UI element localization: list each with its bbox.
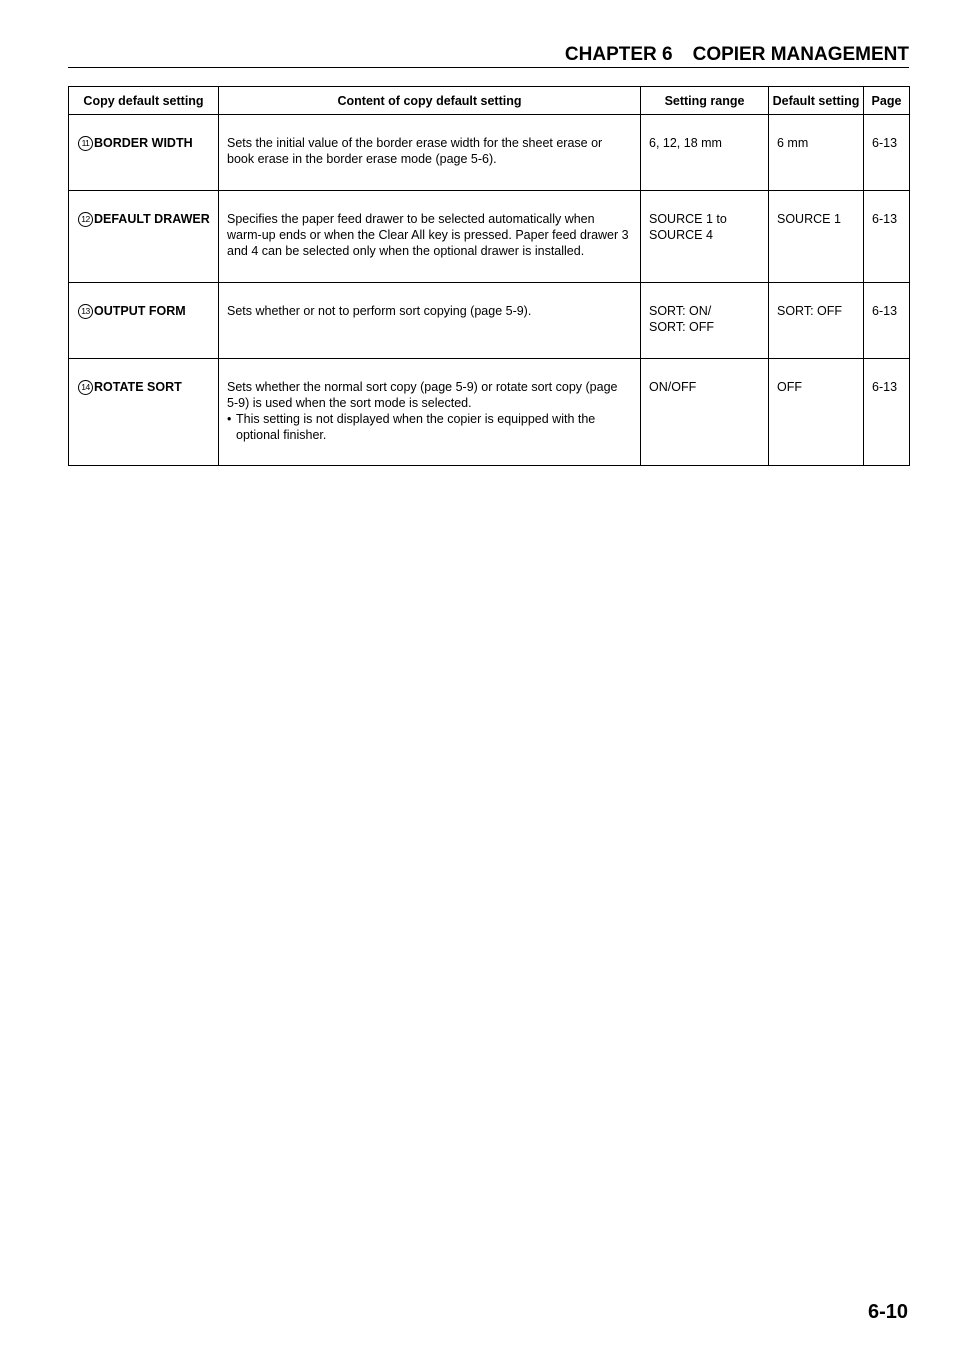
page-number: 6-10 [867,1301,908,1323]
bullet: • [227,412,232,426]
column-header: Page [864,87,910,115]
default-setting: OFF [769,359,864,466]
default-setting: SORT: OFF [769,283,864,359]
setting-name-cell [69,283,219,359]
setting-content-cell [219,359,641,466]
setting-name: BORDER WIDTH [94,136,193,150]
setting-name-cell [69,191,219,283]
default-setting: 6 mm [769,115,864,191]
chapter-number: CHAPTER 6 [564,44,673,65]
setting-range: SOURCE 1 to SOURCE 4 [641,191,769,283]
setting-content: Specifies the paper feed drawer to be selected automatically when warm-up ends or when the Clear All key is pressed. Paper feed drawer 3 and 4 can be selected only when the optional drawer is installed. [219,191,641,283]
setting-name: DEFAULT DRAWER [94,212,210,226]
setting-content: Sets whether the normal sort copy (page 5-9) or rotate sort copy (page 5-9) is used when the sort mode is selected. [227,380,618,410]
column-header: Copy default setting [69,87,219,115]
setting-range: 6, 12, 18 mm [641,115,769,191]
page-reference: 6-13 [864,359,910,466]
table-row [69,115,910,191]
page-reference: 6-13 [864,191,910,283]
setting-range: ON/OFF [641,359,769,466]
chapter-title: COPIER MANAGEMENT [692,44,909,65]
setting-name: OUTPUT FORM [94,304,186,318]
note-line [227,411,632,443]
circled-number: 13 [78,304,93,319]
setting-content: Sets whether or not to perform sort copying (page 5-9). [219,283,641,359]
circled-number: 12 [78,212,93,227]
setting-name: ROTATE SORT [94,380,182,394]
setting-range: SORT: ON/ SORT: OFF [641,283,769,359]
page-reference: 6-13 [864,283,910,359]
copy-default-settings-table [68,86,910,466]
circled-number: 11 [78,136,93,151]
table-row [69,191,910,283]
column-header: Default setting [769,87,864,115]
setting-content: Sets the initial value of the border erase width for the sheet erase or book erase in the border erase mode (page 5-6). [219,115,641,191]
page-reference: 6-13 [864,115,910,191]
setting-name-cell [69,115,219,191]
circled-number: 14 [78,380,93,395]
table-row [69,359,910,466]
table-header-row [69,87,910,115]
column-header: Setting range [641,87,769,115]
default-setting: SOURCE 1 [769,191,864,283]
setting-name-cell [69,359,219,466]
setting-note: This setting is not displayed when the copier is equipped with the optional finisher. [236,412,596,442]
column-header: Content of copy default setting [219,87,641,115]
chapter-header [68,44,909,68]
table-row [69,283,910,359]
